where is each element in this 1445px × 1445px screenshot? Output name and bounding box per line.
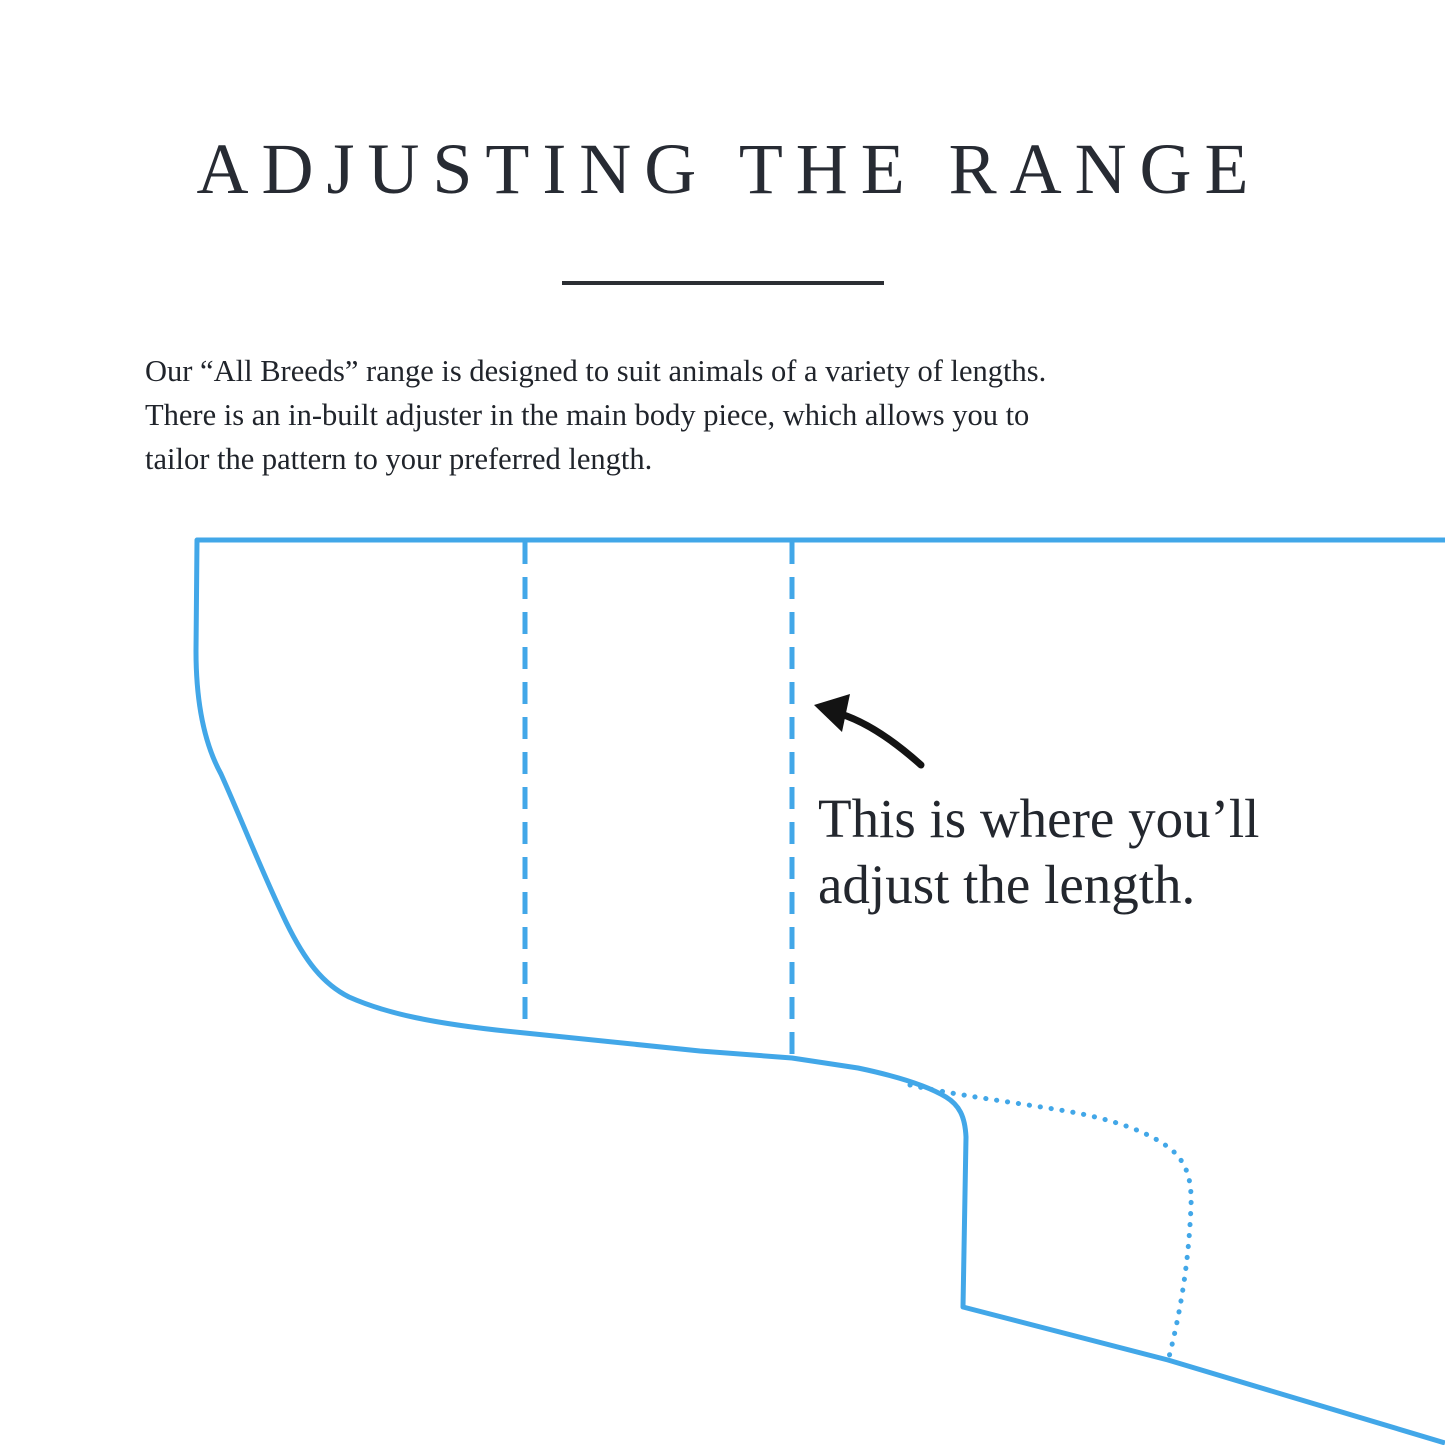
annotation-line-1: This is where you’ll [818,788,1260,849]
intro-line-3: tailor the pattern to your preferred length. [145,442,653,476]
annotation-label [818,786,1259,918]
pattern-piece-outline [196,540,1445,1443]
intro-line-1: Our “All Breeds” range is designed to suit animals of a variety of lengths. [145,354,1047,388]
extended-length-dotted-outline [910,1085,1191,1357]
intro-line-2: There is an in-built adjuster in the main body piece, which allows you to [145,398,1030,432]
curved-arrow-head [814,694,850,732]
annotation-line-2: adjust the length. [818,854,1196,915]
curved-arrow-icon [834,712,921,765]
page-title: ADJUSTING THE RANGE [196,129,1262,209]
